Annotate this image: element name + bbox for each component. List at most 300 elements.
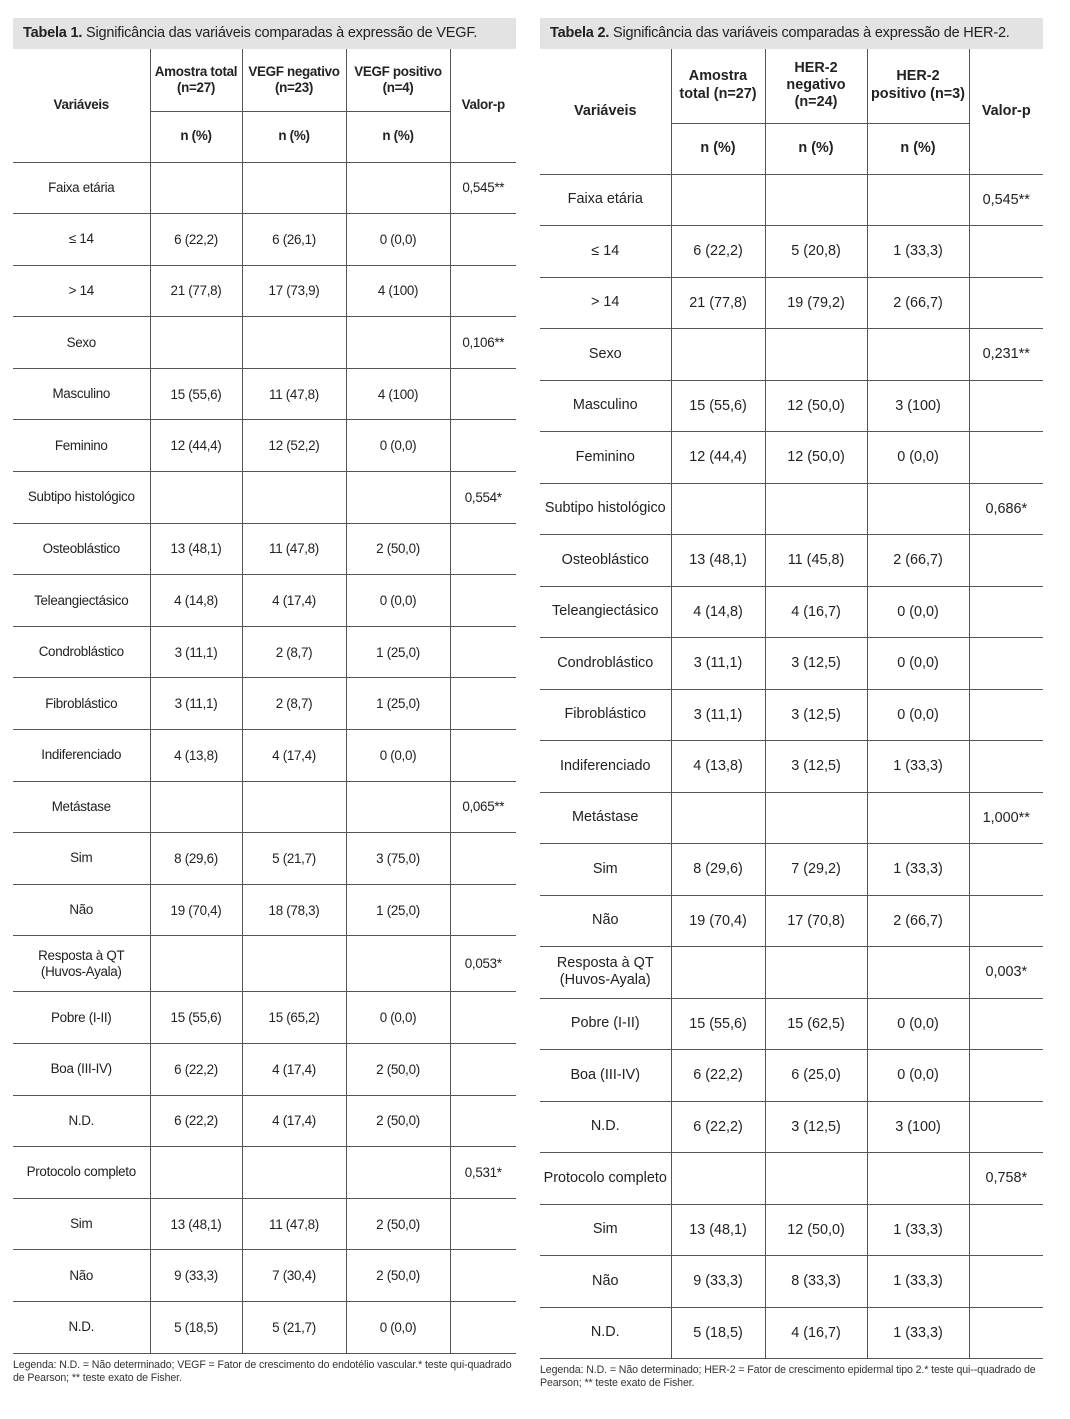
table-row (540, 380, 1043, 432)
variable-cell: Protocolo completo (13, 1147, 150, 1199)
negative-cell (242, 472, 346, 524)
negative-cell: 12 (50,0) (765, 1204, 867, 1256)
table-row (13, 1147, 516, 1199)
positive-cell (867, 174, 969, 226)
variable-cell: Resposta à QT (Huvos-Ayala) (13, 936, 150, 992)
table-row (540, 741, 1043, 793)
negative-cell (765, 329, 867, 381)
negative-cell (242, 317, 346, 369)
positive-cell: 1 (33,3) (867, 1256, 969, 1308)
table-row (540, 483, 1043, 535)
total-cell: 8 (29,6) (671, 844, 765, 896)
table1-subheader: n (%) (150, 111, 242, 162)
total-cell: 15 (55,6) (150, 368, 242, 420)
variable-cell: Indiferenciado (13, 730, 150, 782)
negative-cell: 3 (12,5) (765, 638, 867, 690)
positive-cell: 0 (0,0) (867, 586, 969, 638)
variable-cell: Resposta à QT (Huvos-Ayala) (540, 947, 671, 999)
pvalue-cell (450, 1095, 516, 1147)
total-cell (150, 162, 242, 214)
total-cell: 13 (48,1) (671, 1204, 765, 1256)
pvalue-cell (969, 741, 1043, 793)
table-row (13, 472, 516, 524)
pvalue-cell (450, 265, 516, 317)
variable-cell: ≤ 14 (540, 226, 671, 278)
pvalue-cell (969, 432, 1043, 484)
positive-cell (346, 317, 450, 369)
negative-cell: 8 (33,3) (765, 1256, 867, 1308)
negative-cell: 4 (17,4) (242, 575, 346, 627)
negative-cell: 11 (47,8) (242, 1198, 346, 1250)
table1-header-positive: VEGF positivo (n=4) (346, 49, 450, 111)
total-cell (150, 936, 242, 992)
negative-cell: 15 (62,5) (765, 998, 867, 1050)
variable-cell: Fibroblástico (540, 689, 671, 741)
total-cell (150, 317, 242, 369)
positive-cell: 3 (100) (867, 380, 969, 432)
table2-caption-label: Tabela 2. (550, 25, 610, 41)
table-row (13, 1301, 516, 1353)
table2-caption-text: Significância das variáveis comparadas à expressão de HER-2. (609, 25, 1010, 41)
positive-cell: 4 (100) (346, 265, 450, 317)
variable-cell: Não (13, 884, 150, 936)
positive-cell (346, 781, 450, 833)
table-row (540, 895, 1043, 947)
variable-cell: N.D. (540, 1101, 671, 1153)
negative-cell: 3 (12,5) (765, 741, 867, 793)
variable-cell: Sim (13, 833, 150, 885)
table-row (540, 792, 1043, 844)
table-row (13, 936, 516, 992)
table-row (13, 1095, 516, 1147)
positive-cell (867, 483, 969, 535)
positive-cell: 0 (0,0) (867, 638, 969, 690)
positive-cell: 0 (0,0) (346, 420, 450, 472)
total-cell: 3 (11,1) (150, 678, 242, 730)
table2-body (540, 174, 1043, 1359)
variable-cell: Masculino (540, 380, 671, 432)
table-row (13, 833, 516, 885)
total-cell: 6 (22,2) (150, 1095, 242, 1147)
total-cell (150, 781, 242, 833)
table-row (13, 1250, 516, 1302)
positive-cell: 2 (66,7) (867, 277, 969, 329)
table-row (540, 638, 1043, 690)
negative-cell: 11 (47,8) (242, 368, 346, 420)
table2-header-positive: HER-2 positivo (n=3) (867, 49, 969, 123)
total-cell: 19 (70,4) (150, 884, 242, 936)
pvalue-cell (969, 844, 1043, 896)
table-row (540, 1153, 1043, 1205)
variable-cell: Subtipo histológico (540, 483, 671, 535)
negative-cell (765, 174, 867, 226)
variable-cell: Não (540, 895, 671, 947)
pvalue-cell: 0,106** (450, 317, 516, 369)
table-row (13, 162, 516, 214)
pvalue-cell (969, 586, 1043, 638)
negative-cell: 2 (8,7) (242, 626, 346, 678)
total-cell (671, 329, 765, 381)
total-cell: 19 (70,4) (671, 895, 765, 947)
negative-cell (242, 781, 346, 833)
variable-cell: N.D. (13, 1095, 150, 1147)
total-cell: 8 (29,6) (150, 833, 242, 885)
table2-subheader: n (%) (867, 123, 969, 174)
table-row (540, 1256, 1043, 1308)
table-row (540, 998, 1043, 1050)
positive-cell: 1 (33,3) (867, 1204, 969, 1256)
negative-cell: 19 (79,2) (765, 277, 867, 329)
table-row (13, 730, 516, 782)
variable-cell: N.D. (13, 1301, 150, 1353)
pvalue-cell (969, 998, 1043, 1050)
negative-cell: 4 (17,4) (242, 1095, 346, 1147)
variable-cell: Subtipo histológico (13, 472, 150, 524)
variable-cell: Não (540, 1256, 671, 1308)
table2-header-negative: HER-2 negativo (n=24) (765, 49, 867, 123)
table2-header-total: Amostra total (n=27) (671, 49, 765, 123)
pvalue-cell (450, 420, 516, 472)
table-row (13, 884, 516, 936)
total-cell: 13 (48,1) (671, 535, 765, 587)
variable-cell: Metástase (13, 781, 150, 833)
table-row (540, 535, 1043, 587)
total-cell: 6 (22,2) (671, 1050, 765, 1102)
variable-cell: N.D. (540, 1307, 671, 1359)
table-row (13, 214, 516, 266)
pvalue-cell (969, 1101, 1043, 1153)
variable-cell: Masculino (13, 368, 150, 420)
variable-cell: Sexo (13, 317, 150, 369)
table-row (13, 678, 516, 730)
negative-cell: 4 (17,4) (242, 730, 346, 782)
table-row (13, 523, 516, 575)
table-row (540, 432, 1043, 484)
pvalue-cell (450, 992, 516, 1044)
table-row (13, 265, 516, 317)
total-cell: 6 (22,2) (150, 214, 242, 266)
pvalue-cell (969, 535, 1043, 587)
negative-cell: 12 (50,0) (765, 432, 867, 484)
total-cell (150, 1147, 242, 1199)
positive-cell: 2 (50,0) (346, 1095, 450, 1147)
negative-cell: 11 (47,8) (242, 523, 346, 575)
variable-cell: Fibroblástico (13, 678, 150, 730)
negative-cell: 5 (20,8) (765, 226, 867, 278)
table-row (13, 575, 516, 627)
variable-cell: Metástase (540, 792, 671, 844)
total-cell: 4 (13,8) (671, 741, 765, 793)
positive-cell: 2 (66,7) (867, 535, 969, 587)
table-row (540, 1101, 1043, 1153)
total-cell: 4 (14,8) (150, 575, 242, 627)
variable-cell: Feminino (13, 420, 150, 472)
positive-cell: 1 (33,3) (867, 741, 969, 793)
negative-cell: 6 (25,0) (765, 1050, 867, 1102)
table-row (13, 1198, 516, 1250)
variable-cell: Boa (III-IV) (540, 1050, 671, 1102)
total-cell: 15 (55,6) (671, 380, 765, 432)
total-cell: 3 (11,1) (671, 638, 765, 690)
pvalue-cell (450, 1044, 516, 1096)
table2 (540, 49, 1043, 1359)
table1-header-pvalue: Valor-p (450, 49, 516, 162)
variable-cell: Feminino (540, 432, 671, 484)
negative-cell: 7 (30,4) (242, 1250, 346, 1302)
negative-cell: 12 (50,0) (765, 380, 867, 432)
pvalue-cell (969, 277, 1043, 329)
negative-cell: 12 (52,2) (242, 420, 346, 472)
table2-header-pvalue: Valor-p (969, 49, 1043, 174)
table-row (540, 586, 1043, 638)
total-cell: 12 (44,4) (671, 432, 765, 484)
pvalue-cell: 0,686* (969, 483, 1043, 535)
positive-cell (867, 1153, 969, 1205)
pvalue-cell: 1,000** (969, 792, 1043, 844)
positive-cell: 1 (33,3) (867, 1307, 969, 1359)
variable-cell: Não (13, 1250, 150, 1302)
total-cell: 21 (77,8) (150, 265, 242, 317)
table2-legend: Legenda: N.D. = Não determinado; HER-2 = Fator de crescimento epidermal tipo 2.* teste qui--quadrado de Pearson; ** teste exato de Fisher. (540, 1364, 1036, 1390)
variable-cell: Osteoblástico (540, 535, 671, 587)
total-cell (671, 483, 765, 535)
variable-cell: Boa (III-IV) (13, 1044, 150, 1096)
total-cell: 5 (18,5) (150, 1301, 242, 1353)
positive-cell: 0 (0,0) (867, 689, 969, 741)
positive-cell: 0 (0,0) (346, 575, 450, 627)
positive-cell: 2 (50,0) (346, 523, 450, 575)
variable-cell: Pobre (I-II) (13, 992, 150, 1044)
positive-cell: 2 (50,0) (346, 1044, 450, 1096)
table2-caption (540, 18, 1043, 49)
positive-cell (346, 936, 450, 992)
positive-cell: 0 (0,0) (867, 998, 969, 1050)
total-cell: 3 (11,1) (671, 689, 765, 741)
table1-legend: Legenda: N.D. = Não determinado; VEGF = Fator de crescimento do endotélio vascular.* teste qui-quadrado de Pearson; ** teste exato de Fisher. (13, 1358, 512, 1384)
pvalue-cell (450, 1250, 516, 1302)
positive-cell: 2 (50,0) (346, 1250, 450, 1302)
positive-cell: 0 (0,0) (346, 730, 450, 782)
pvalue-cell (969, 1307, 1043, 1359)
table2-panel (540, 18, 1043, 1390)
positive-cell: 1 (25,0) (346, 884, 450, 936)
variable-cell: Pobre (I-II) (540, 998, 671, 1050)
table-row (540, 1307, 1043, 1359)
total-cell: 13 (48,1) (150, 523, 242, 575)
table-row (540, 1050, 1043, 1102)
table-row (13, 781, 516, 833)
table1-caption-text: Significância das variáveis comparadas à expressão de VEGF. (82, 25, 478, 41)
pvalue-cell (450, 575, 516, 627)
negative-cell (765, 483, 867, 535)
total-cell: 5 (18,5) (671, 1307, 765, 1359)
table1-caption (13, 18, 516, 49)
table-row (13, 1044, 516, 1096)
variable-cell: > 14 (13, 265, 150, 317)
pvalue-cell (450, 833, 516, 885)
positive-cell: 0 (0,0) (346, 214, 450, 266)
pvalue-cell: 0,003* (969, 947, 1043, 999)
total-cell: 13 (48,1) (150, 1198, 242, 1250)
pvalue-cell (969, 380, 1043, 432)
total-cell: 12 (44,4) (150, 420, 242, 472)
positive-cell (346, 472, 450, 524)
positive-cell (867, 329, 969, 381)
pvalue-cell (450, 368, 516, 420)
negative-cell: 6 (26,1) (242, 214, 346, 266)
variable-cell: Osteoblástico (13, 523, 150, 575)
table1-body (13, 162, 516, 1353)
pvalue-cell (450, 1198, 516, 1250)
positive-cell: 1 (25,0) (346, 678, 450, 730)
table-row (540, 689, 1043, 741)
total-cell: 6 (22,2) (671, 226, 765, 278)
table-row (540, 226, 1043, 278)
positive-cell: 0 (0,0) (867, 432, 969, 484)
positive-cell (346, 1147, 450, 1199)
negative-cell: 5 (21,7) (242, 1301, 346, 1353)
positive-cell: 1 (25,0) (346, 626, 450, 678)
table1-header-variables: Variáveis (13, 49, 150, 162)
positive-cell: 0 (0,0) (346, 992, 450, 1044)
pvalue-cell (969, 1204, 1043, 1256)
positive-cell: 0 (0,0) (867, 1050, 969, 1102)
positive-cell: 0 (0,0) (346, 1301, 450, 1353)
negative-cell (242, 162, 346, 214)
table-row (540, 329, 1043, 381)
table-row (540, 844, 1043, 896)
negative-cell: 4 (16,7) (765, 1307, 867, 1359)
total-cell (671, 1153, 765, 1205)
pvalue-cell: 0,554* (450, 472, 516, 524)
pvalue-cell (969, 1050, 1043, 1102)
total-cell: 21 (77,8) (671, 277, 765, 329)
negative-cell: 17 (73,9) (242, 265, 346, 317)
total-cell: 15 (55,6) (671, 998, 765, 1050)
pvalue-cell: 0,531* (450, 1147, 516, 1199)
table1-subheader: n (%) (242, 111, 346, 162)
pvalue-cell (969, 226, 1043, 278)
positive-cell (867, 947, 969, 999)
positive-cell: 3 (75,0) (346, 833, 450, 885)
negative-cell: 7 (29,2) (765, 844, 867, 896)
total-cell: 3 (11,1) (150, 626, 242, 678)
variable-cell: Condroblástico (13, 626, 150, 678)
table2-subheader: n (%) (765, 123, 867, 174)
negative-cell: 15 (65,2) (242, 992, 346, 1044)
table1-subheader: n (%) (346, 111, 450, 162)
table-row (540, 1204, 1043, 1256)
total-cell: 9 (33,3) (671, 1256, 765, 1308)
negative-cell: 2 (8,7) (242, 678, 346, 730)
variable-cell: Teleangiectásico (13, 575, 150, 627)
negative-cell: 3 (12,5) (765, 689, 867, 741)
table-row (540, 947, 1043, 999)
variable-cell: Sim (540, 1204, 671, 1256)
table-row (13, 420, 516, 472)
table2-subheader: n (%) (671, 123, 765, 174)
pvalue-cell (969, 638, 1043, 690)
total-cell (671, 792, 765, 844)
table-row (13, 626, 516, 678)
pvalue-cell (969, 689, 1043, 741)
total-cell: 6 (22,2) (671, 1101, 765, 1153)
pvalue-cell (450, 678, 516, 730)
pvalue-cell (450, 1301, 516, 1353)
positive-cell: 1 (33,3) (867, 844, 969, 896)
variable-cell: Faixa etária (13, 162, 150, 214)
variable-cell: ≤ 14 (13, 214, 150, 266)
table-row (13, 317, 516, 369)
pvalue-cell: 0,545** (969, 174, 1043, 226)
negative-cell (765, 1153, 867, 1205)
negative-cell (765, 792, 867, 844)
negative-cell: 18 (78,3) (242, 884, 346, 936)
table1-header-negative: VEGF negativo (n=23) (242, 49, 346, 111)
variable-cell: Condroblástico (540, 638, 671, 690)
negative-cell: 17 (70,8) (765, 895, 867, 947)
negative-cell: 4 (17,4) (242, 1044, 346, 1096)
table1-header-total: Amostra total (n=27) (150, 49, 242, 111)
variable-cell: Faixa etária (540, 174, 671, 226)
variable-cell: > 14 (540, 277, 671, 329)
negative-cell (765, 947, 867, 999)
positive-cell: 2 (66,7) (867, 895, 969, 947)
table-row (540, 174, 1043, 226)
pvalue-cell (450, 626, 516, 678)
pvalue-cell (450, 730, 516, 782)
pvalue-cell (969, 1256, 1043, 1308)
total-cell: 4 (13,8) (150, 730, 242, 782)
positive-cell: 3 (100) (867, 1101, 969, 1153)
negative-cell: 5 (21,7) (242, 833, 346, 885)
total-cell: 6 (22,2) (150, 1044, 242, 1096)
variable-cell: Sim (540, 844, 671, 896)
positive-cell: 4 (100) (346, 368, 450, 420)
positive-cell: 2 (50,0) (346, 1198, 450, 1250)
negative-cell: 3 (12,5) (765, 1101, 867, 1153)
total-cell (671, 947, 765, 999)
positive-cell (346, 162, 450, 214)
total-cell: 9 (33,3) (150, 1250, 242, 1302)
negative-cell (242, 1147, 346, 1199)
total-cell: 4 (14,8) (671, 586, 765, 638)
variable-cell: Sim (13, 1198, 150, 1250)
total-cell (671, 174, 765, 226)
table-row (13, 368, 516, 420)
negative-cell: 4 (16,7) (765, 586, 867, 638)
variable-cell: Sexo (540, 329, 671, 381)
table1-caption-label: Tabela 1. (23, 25, 83, 41)
variable-cell: Teleangiectásico (540, 586, 671, 638)
positive-cell (867, 792, 969, 844)
variable-cell: Protocolo completo (540, 1153, 671, 1205)
positive-cell: 1 (33,3) (867, 226, 969, 278)
pvalue-cell (450, 523, 516, 575)
pvalue-cell: 0,758* (969, 1153, 1043, 1205)
pvalue-cell: 0,231** (969, 329, 1043, 381)
table1-panel (13, 18, 516, 1385)
total-cell (150, 472, 242, 524)
pvalue-cell: 0,545** (450, 162, 516, 214)
negative-cell (242, 936, 346, 992)
pvalue-cell: 0,053* (450, 936, 516, 992)
pvalue-cell (450, 214, 516, 266)
pvalue-cell (969, 895, 1043, 947)
table1 (13, 49, 516, 1354)
table-row (13, 992, 516, 1044)
negative-cell: 11 (45,8) (765, 535, 867, 587)
